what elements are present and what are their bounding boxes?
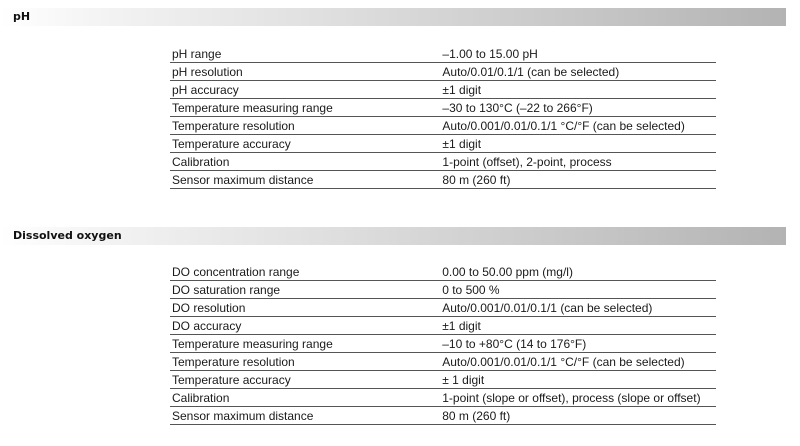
spec-label: Temperature measuring range	[170, 99, 440, 117]
table-row	[170, 99, 716, 117]
spec-value: 80 m (260 ft)	[440, 171, 716, 189]
section-header-ph	[0, 8, 786, 26]
spec-value: Auto/0.001/0.01/0.1/1 (can be selected)	[440, 299, 716, 317]
spec-value: Auto/0.01/0.1/1 (can be selected)	[440, 63, 716, 81]
table-row	[170, 317, 716, 335]
spec-value: –1.00 to 15.00 pH	[440, 45, 716, 63]
table-row	[170, 389, 716, 407]
spec-label: Temperature accuracy	[170, 135, 440, 153]
table-row	[170, 407, 716, 425]
spec-label: Temperature accuracy	[170, 371, 440, 389]
table-row	[170, 353, 716, 371]
spec-label: Sensor maximum distance	[170, 407, 440, 425]
spec-label: DO resolution	[170, 299, 440, 317]
table-row	[170, 371, 716, 389]
spec-value: Auto/0.001/0.01/0.1/1 °C/°F (can be selected)	[440, 353, 716, 371]
spec-label: Temperature measuring range	[170, 335, 440, 353]
table-row	[170, 263, 716, 281]
spec-value: ±1 digit	[440, 81, 716, 99]
spec-value: –30 to 130°C (–22 to 266°F)	[440, 99, 716, 117]
spec-value: ±1 digit	[440, 317, 716, 335]
table-row	[170, 153, 716, 171]
spec-value: Auto/0.001/0.01/0.1/1 °C/°F (can be selected)	[440, 117, 716, 135]
spec-value: ±1 digit	[440, 135, 716, 153]
spec-value: ± 1 digit	[440, 371, 716, 389]
spec-label: Calibration	[170, 153, 440, 171]
table-row	[170, 117, 716, 135]
do-spec-table	[170, 263, 716, 425]
spec-label: pH resolution	[170, 63, 440, 81]
spec-label: Sensor maximum distance	[170, 171, 440, 189]
table-row	[170, 135, 716, 153]
table-row	[170, 63, 716, 81]
table-row	[170, 45, 716, 63]
table-row	[170, 81, 716, 99]
spec-label: DO accuracy	[170, 317, 440, 335]
ph-spec-table	[170, 45, 716, 189]
section-header-dissolved-oxygen	[0, 227, 786, 245]
spec-label: Calibration	[170, 389, 440, 407]
spec-value: 80 m (260 ft)	[440, 407, 716, 425]
section-title: pH	[13, 10, 31, 23]
spec-value: –10 to +80°C (14 to 176°F)	[440, 335, 716, 353]
table-row	[170, 335, 716, 353]
spec-label: DO concentration range	[170, 263, 440, 281]
section-title: Dissolved oxygen	[13, 229, 122, 242]
spec-label: pH accuracy	[170, 81, 440, 99]
spec-value: 1-point (slope or offset), process (slope or offset)	[440, 389, 716, 407]
table-row	[170, 171, 716, 189]
spec-value: 0 to 500 %	[440, 281, 716, 299]
table-row	[170, 299, 716, 317]
spec-label: Temperature resolution	[170, 353, 440, 371]
spec-label: Temperature resolution	[170, 117, 440, 135]
spec-label: pH range	[170, 45, 440, 63]
table-row	[170, 281, 716, 299]
spec-value: 1-point (offset), 2-point, process	[440, 153, 716, 171]
spec-value: 0.00 to 50.00 ppm (mg/l)	[440, 263, 716, 281]
spec-label: DO saturation range	[170, 281, 440, 299]
